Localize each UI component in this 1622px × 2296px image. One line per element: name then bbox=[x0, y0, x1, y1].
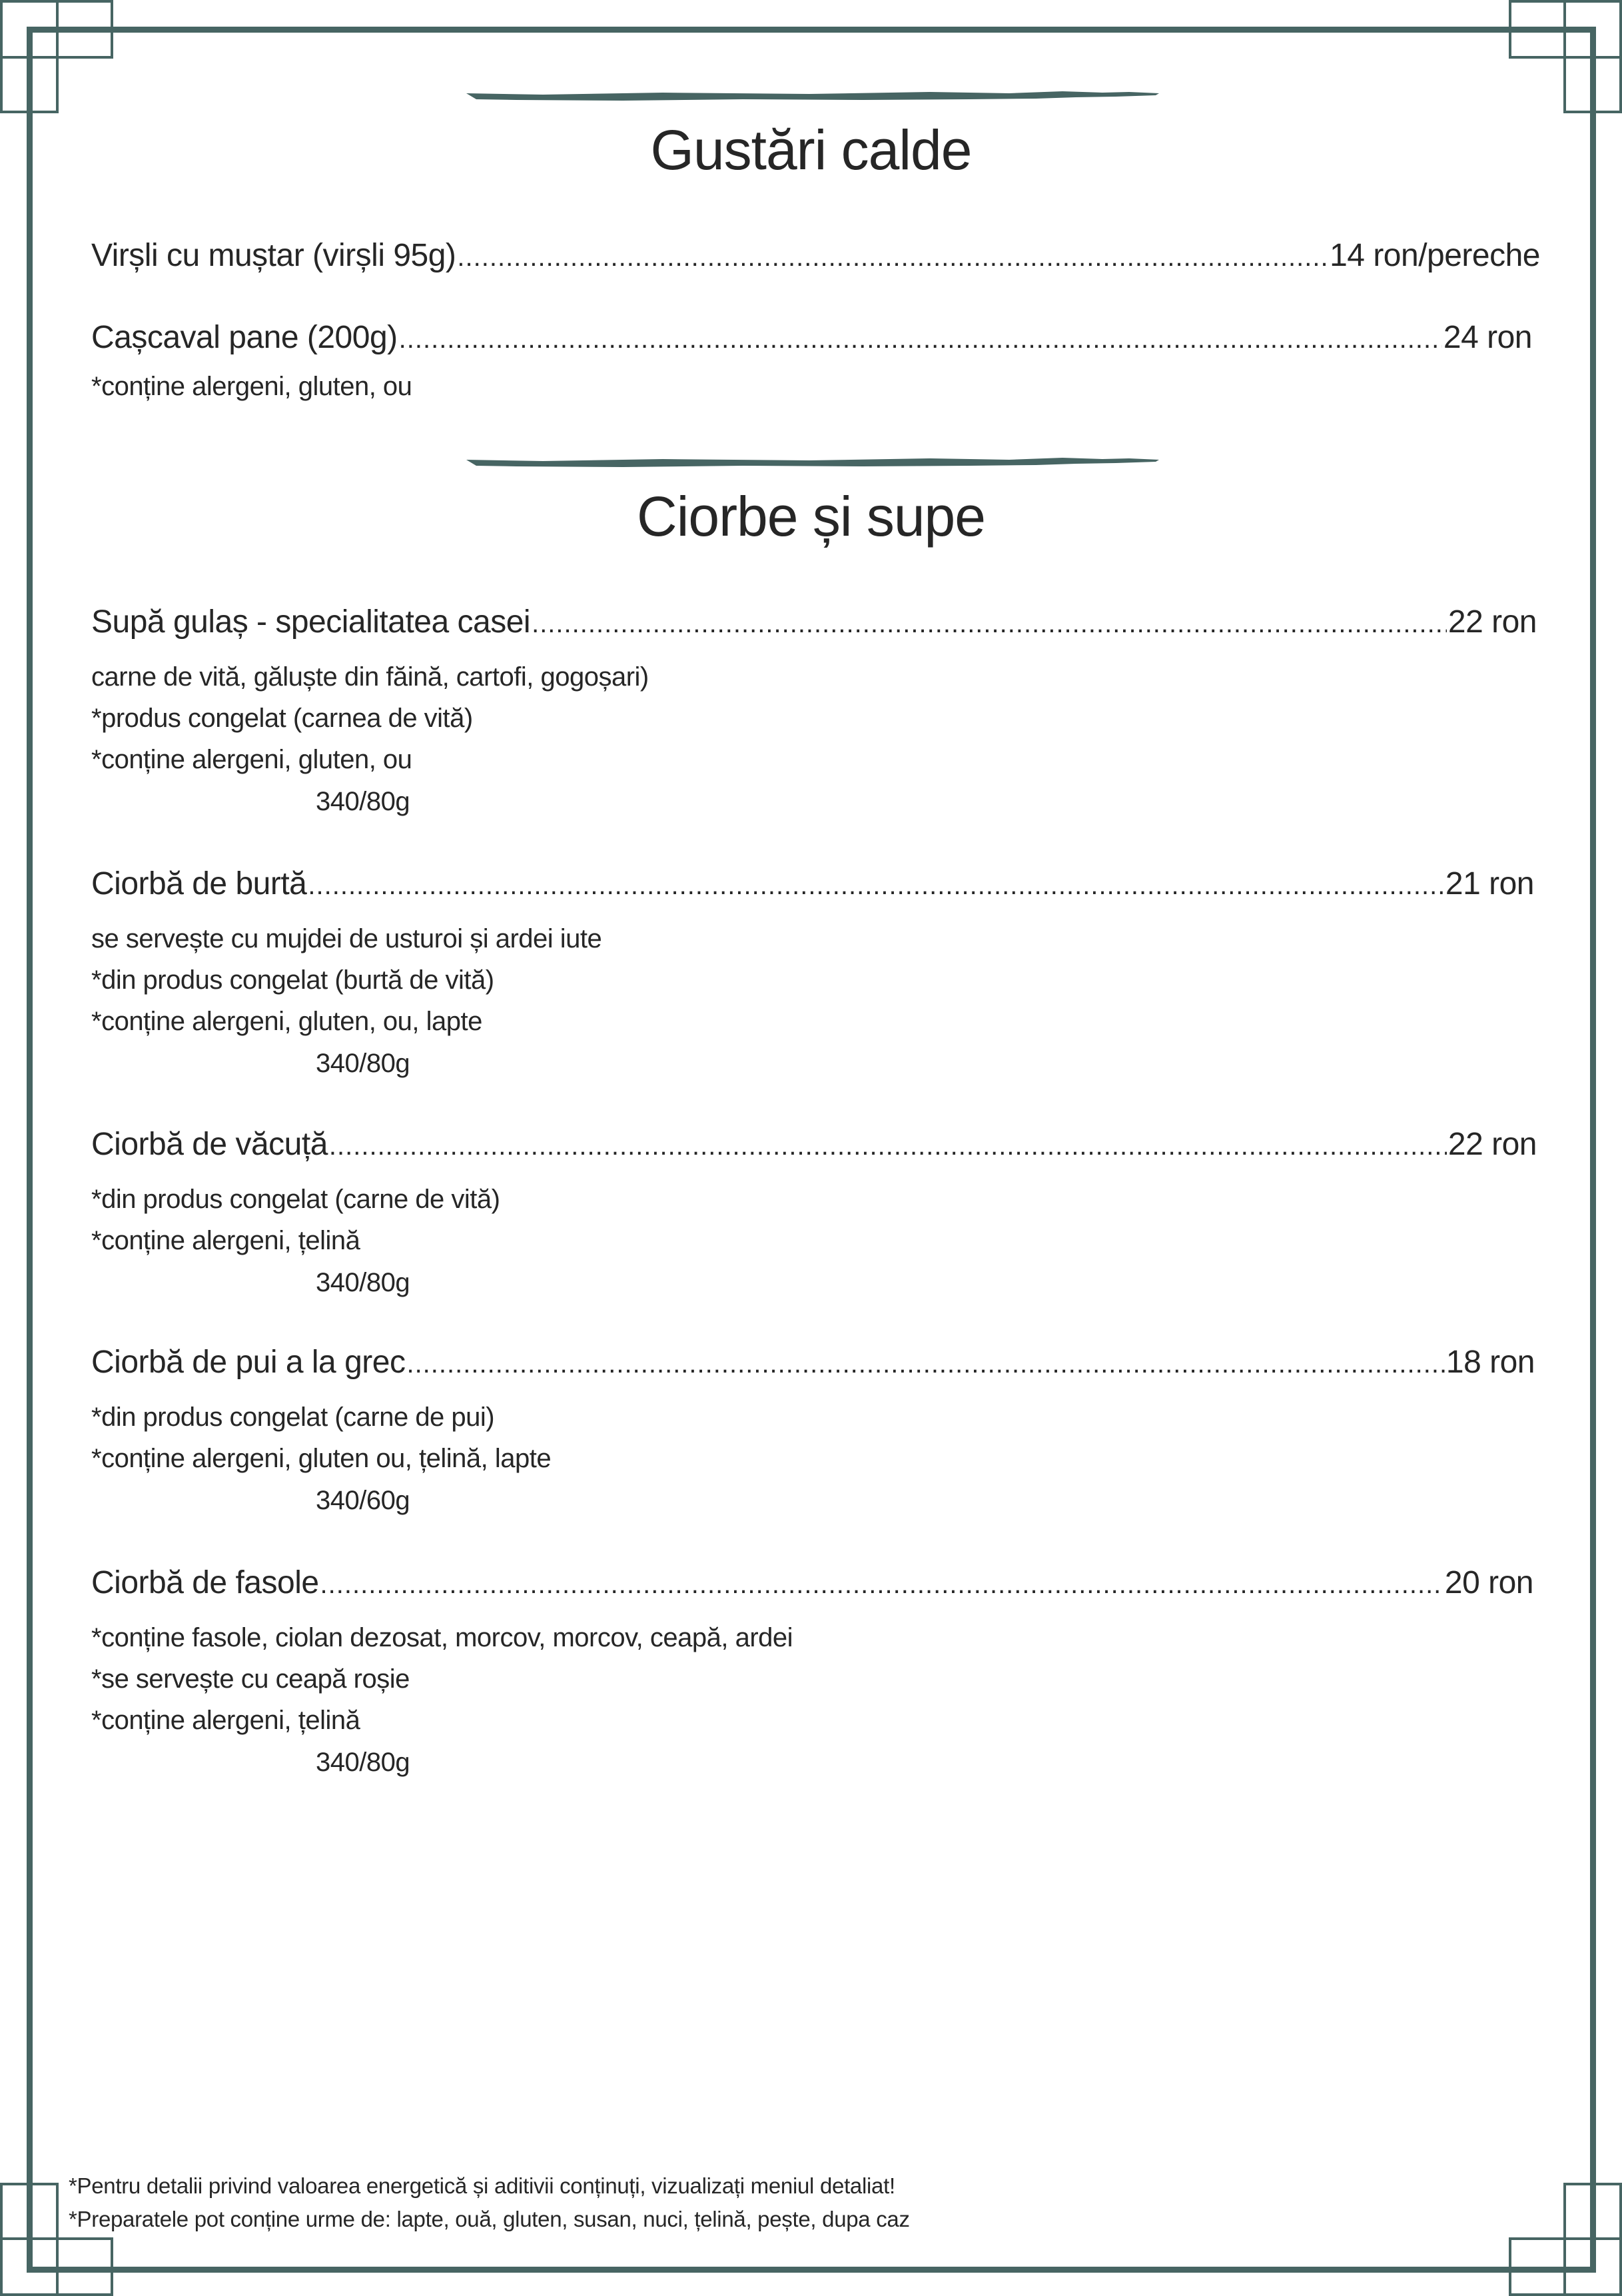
section-title: Ciorbe și supe bbox=[637, 485, 985, 548]
item-detail: *se servește cu ceapă roșie bbox=[91, 1664, 410, 1694]
dot-leader bbox=[532, 610, 1447, 637]
brush-stroke-divider bbox=[463, 456, 1162, 470]
item-weight: 340/60g bbox=[316, 1486, 410, 1515]
item-detail: *din produs congelat (carne de pui) bbox=[91, 1403, 495, 1432]
item-detail: *conține fasole, ciolan dezosat, morcov, morcov, ceapă, ardei bbox=[91, 1623, 793, 1652]
item-name: Supă gulaș - specialitatea casei bbox=[91, 604, 531, 640]
item-price: 20 ron bbox=[1444, 1565, 1533, 1600]
item-detail: *conține alergeni, gluten, ou, lapte bbox=[91, 1007, 482, 1036]
menu-item bbox=[91, 1347, 1535, 1379]
corner-ornament-bottom-right-v bbox=[1563, 2183, 1622, 2296]
corner-ornament-top-left-v bbox=[0, 0, 59, 113]
item-price: 24 ron bbox=[1443, 320, 1532, 355]
footer-note: *Preparatele pot conține urme de: lapte, ouă, gluten, susan, nuci, țelină, pește, dupa caz bbox=[69, 2207, 910, 2231]
dot-leader bbox=[399, 326, 1442, 352]
dot-leader bbox=[308, 872, 1444, 899]
item-detail: carne de vită, găluște din făină, cartofi, gogoșari) bbox=[91, 662, 649, 692]
brush-stroke-divider bbox=[463, 89, 1162, 104]
item-detail: *conține alergeni, gluten ou, țelină, lapte bbox=[91, 1444, 552, 1473]
item-name: Ciorbă de burtă bbox=[91, 866, 307, 901]
dot-leader bbox=[320, 1571, 1443, 1598]
item-weight: 340/80g bbox=[316, 1049, 410, 1078]
item-name: Ciorbă de văcuță bbox=[91, 1127, 328, 1162]
corner-ornament-top-right-v bbox=[1563, 0, 1622, 113]
item-detail: *din produs congelat (burtă de vită) bbox=[91, 965, 494, 995]
item-name: Ciorbă de pui a la grec bbox=[91, 1345, 406, 1380]
item-weight: 340/80g bbox=[316, 787, 410, 816]
menu-item bbox=[91, 868, 1534, 900]
menu-item bbox=[91, 606, 1537, 638]
item-price: 18 ron bbox=[1445, 1345, 1535, 1380]
item-name: Cașcaval pane (200g) bbox=[91, 320, 398, 355]
corner-ornament-bottom-left-v bbox=[0, 2183, 59, 2296]
section-title: Gustări calde bbox=[650, 119, 972, 181]
footer-note: *Pentru detalii privind valoarea energetică și aditivii conținuți, vizualizați meniul detaliat! bbox=[69, 2173, 895, 2198]
item-detail: *conține alergeni, gluten, ou bbox=[91, 372, 412, 401]
item-price: 14 ron/pereche bbox=[1330, 238, 1540, 273]
item-detail: *din produs congelat (carne de vită) bbox=[91, 1185, 500, 1214]
menu-item bbox=[91, 240, 1540, 272]
item-name: Virșli cu muștar (virșli 95g) bbox=[91, 238, 456, 273]
menu-item bbox=[91, 1129, 1537, 1161]
dot-leader bbox=[329, 1133, 1447, 1159]
item-detail: *conține alergeni, țelină bbox=[91, 1226, 360, 1255]
item-price: 22 ron bbox=[1447, 1127, 1537, 1162]
item-detail: *produs congelat (carnea de vită) bbox=[91, 704, 473, 733]
item-detail: *conține alergeni, țelină bbox=[91, 1706, 360, 1735]
item-detail: *conține alergeni, gluten, ou bbox=[91, 745, 412, 774]
menu-item bbox=[91, 1567, 1533, 1599]
dot-leader bbox=[406, 1351, 1444, 1377]
item-price: 22 ron bbox=[1447, 604, 1537, 640]
item-weight: 340/80g bbox=[316, 1748, 410, 1777]
item-detail: se servește cu mujdei de usturoi și ardei iute bbox=[91, 924, 602, 953]
item-name: Ciorbă de fasole bbox=[91, 1565, 319, 1600]
dot-leader bbox=[457, 244, 1328, 271]
menu-item bbox=[91, 322, 1532, 354]
item-price: 21 ron bbox=[1445, 866, 1534, 901]
item-weight: 340/80g bbox=[316, 1268, 410, 1297]
